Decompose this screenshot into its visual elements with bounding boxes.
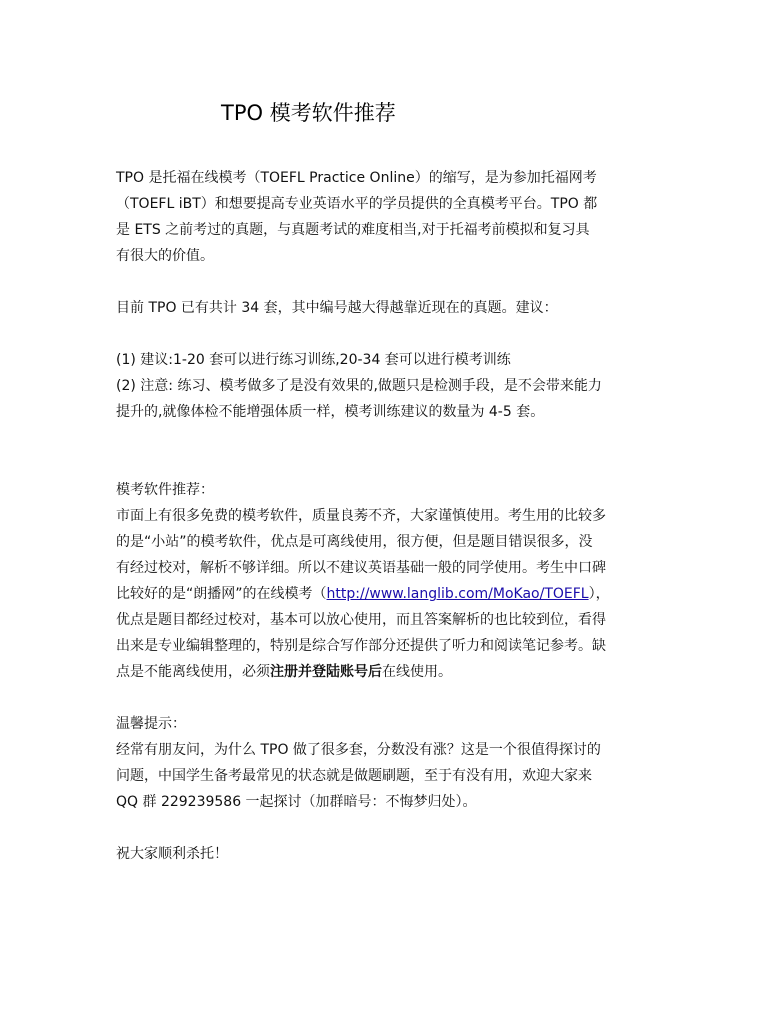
intro-paragraph [116, 165, 656, 269]
document-body [116, 165, 656, 867]
software-text: 点是不能离线使用，必须 [116, 664, 270, 680]
software-line: 优点是题目都经过校对，基本可以放心使用，而且答案解析的也比较到位，看得 [116, 612, 606, 628]
software-line: 有经过校对，解析不够详细。所以不建议英语基础一般的同学使用。考生中口碑 [116, 560, 606, 576]
advice-list [116, 347, 656, 425]
count-paragraph: 目前 TPO 已有共计 34 套，其中编号越大得越靠近现在的真题。建议： [116, 300, 558, 316]
document-title: TPO 模考软件推荐 [221, 101, 396, 125]
tips-line: 经常有朋友问，为什么 TPO 做了很多套，分数没有涨？这是一个很值得探讨的 [116, 742, 601, 758]
advice-item-2: (2) 注意: 练习、模考做多了是没有效果的,做题只是检测手段，是不会带来能力 [116, 378, 602, 394]
advice-item-2-continued: 提升的,就像体检不能增强体质一样，模考训练建议的数量为 4-5 套。 [116, 404, 545, 420]
software-text: 在线使用。 [382, 664, 452, 680]
software-line: 的是“小站”的模考软件，优点是可离线使用，很方便，但是题目错误很多，没 [116, 534, 593, 550]
software-line: 出来是专业编辑整理的，特别是综合写作部分还提供了听力和阅读笔记参考。缺 [116, 638, 606, 654]
software-line: 市面上有很多免费的模考软件，质量良莠不齐，大家谨慎使用。考生用的比较多 [116, 508, 606, 524]
tips-line: 问题，中国学生备考最常见的状态就是做题刷题，至于有没有用，欢迎大家来 [116, 768, 592, 784]
closing-line: 祝大家顺利杀托！ [116, 846, 228, 862]
software-line [116, 581, 656, 607]
software-text: 比较好的是“朗播网”的在线模考（ [116, 586, 327, 602]
intro-line: 是 ETS 之前考过的真题，与真题考试的难度相当,对于托福考前模拟和复习具 [116, 222, 590, 238]
register-emphasis: 注册并登陆账号后 [270, 664, 382, 680]
tips-line: QQ 群 229239586 一起探讨（加群暗号：不悔梦归处）。 [116, 794, 477, 810]
software-section [116, 477, 656, 685]
software-heading: 模考软件推荐： [116, 482, 214, 498]
tips-section [116, 711, 656, 815]
advice-item-1: (1) 建议:1-20 套可以进行练习训练,20-34 套可以进行模考训练 [116, 352, 511, 368]
software-text: ）， [588, 586, 610, 602]
intro-line: TPO 是托福在线模考（TOEFL Practice Online）的缩写，是为参加托福网考 [116, 170, 597, 186]
intro-line: （TOEFL iBT）和想要提高专业英语水平的学员提供的全真模考平台。TPO 都 [116, 196, 598, 212]
langlib-link[interactable]: http://www.langlib.com/MoKao/TOEFL [326, 586, 589, 602]
intro-line: 有很大的价值。 [116, 248, 214, 264]
software-line [116, 659, 656, 685]
tips-heading: 温馨提示： [116, 716, 186, 732]
